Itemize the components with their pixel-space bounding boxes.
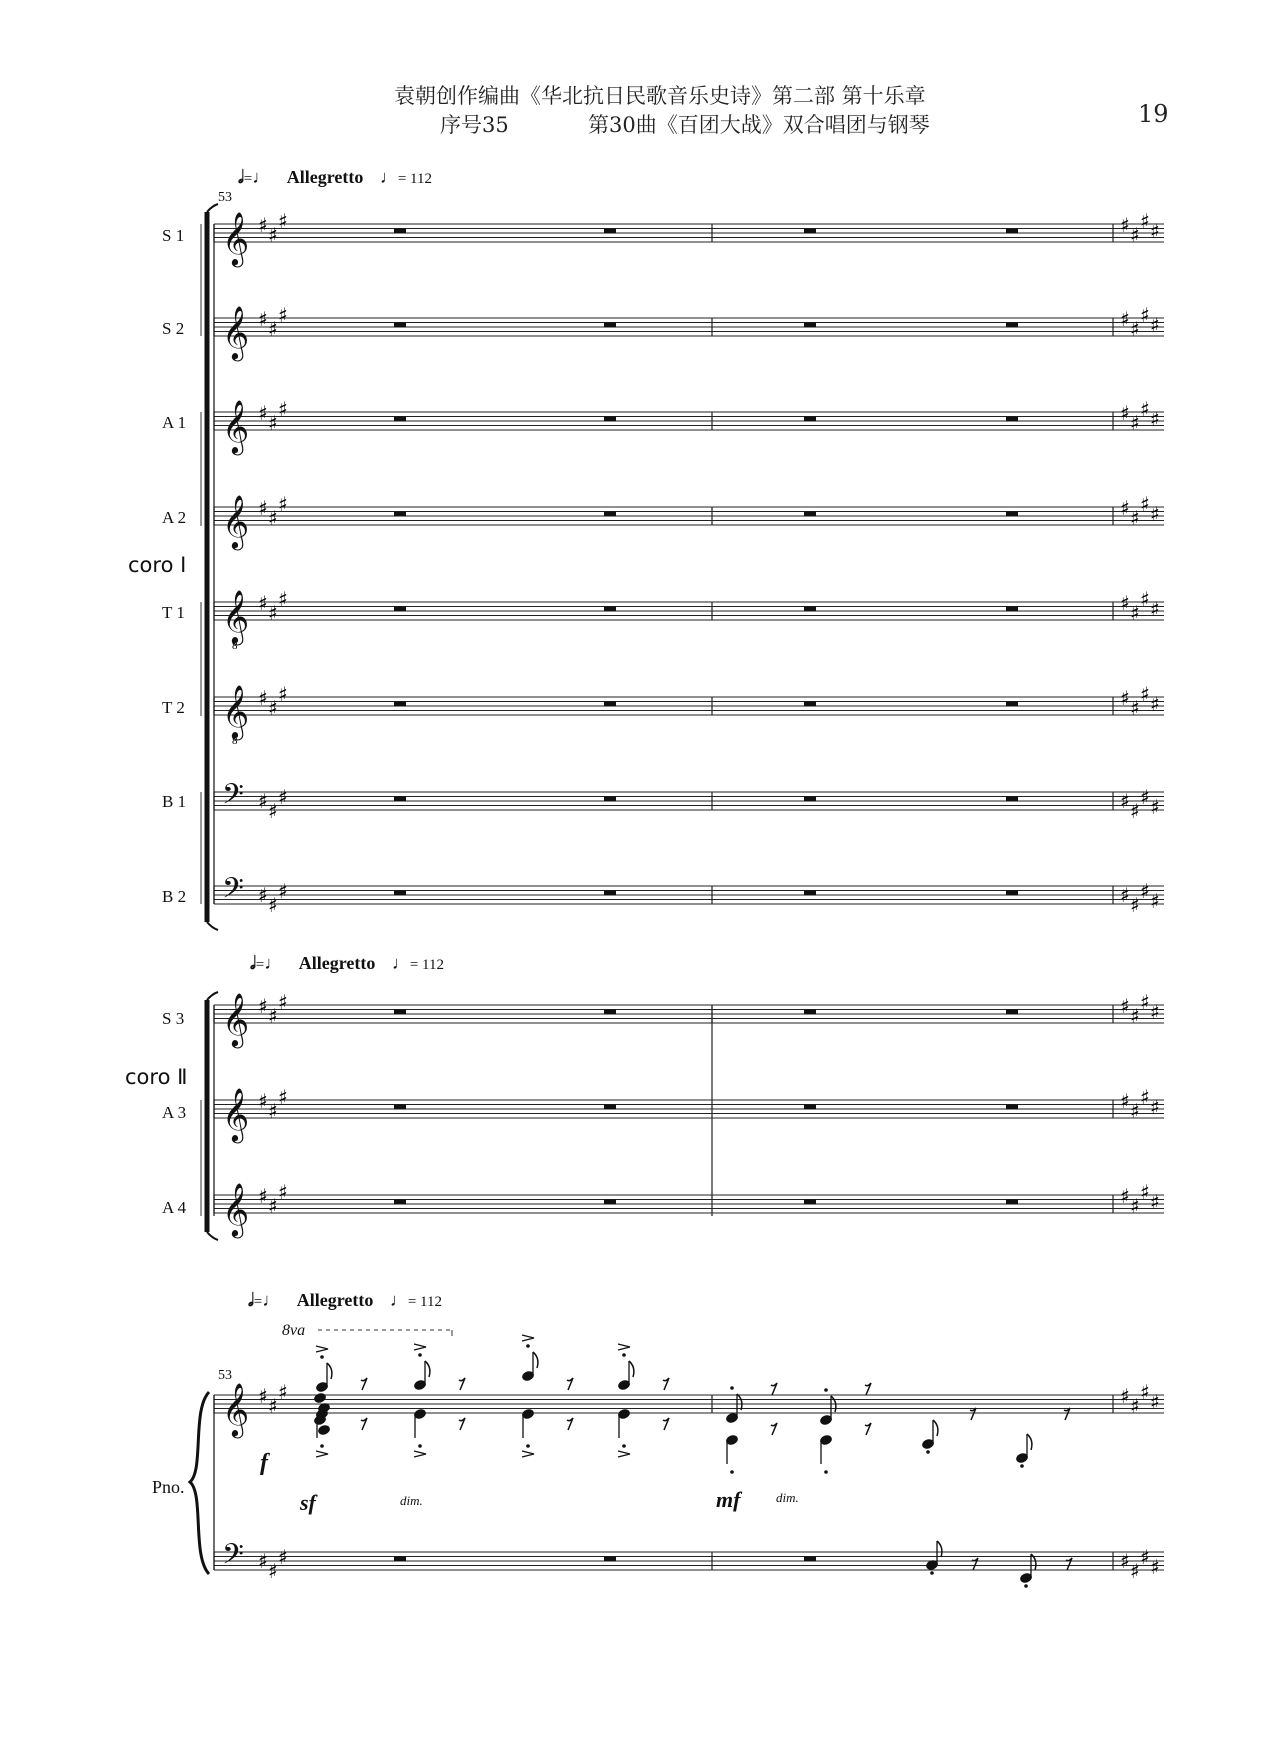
header-line1: 袁朝创作编曲《华北抗日民歌音乐史诗》第二部 第十乐章	[394, 84, 926, 108]
staccato-dot	[526, 1344, 530, 1348]
eighth-rest-icon	[459, 1418, 465, 1430]
sharp-icon: ♯	[1130, 1394, 1140, 1418]
staccato-dot	[824, 1470, 828, 1474]
staccato-dot	[320, 1355, 324, 1359]
metric-modulation-icon: 𝅗𝅥=♩	[250, 953, 283, 973]
staccato-dot	[926, 1450, 930, 1454]
sharp-icon: ♯	[258, 789, 268, 813]
sharp-icon: ♯	[268, 1559, 278, 1583]
eighth-rest-icon	[361, 1418, 367, 1430]
whole-rest-icon	[604, 891, 616, 896]
treble-clef-icon: 𝄞	[222, 1087, 250, 1141]
sharp-icon: ♯	[1140, 1085, 1150, 1109]
sharp-icon: ♯	[1120, 1549, 1130, 1573]
staccato-dot	[622, 1353, 626, 1357]
staccato-dot	[526, 1444, 530, 1448]
sharp-icon: ♯	[268, 601, 278, 625]
sharp-icon: ♯	[278, 303, 288, 327]
staccato-dot	[622, 1444, 626, 1448]
whole-rest-icon	[604, 797, 616, 802]
header-title: 第30曲《百团大战》双合唱团与钢琴	[588, 113, 930, 137]
accent-mark	[414, 1344, 426, 1350]
eighth-rest-icon	[663, 1418, 669, 1430]
sharp-icon: ♯	[1130, 601, 1140, 625]
eighth-rest-icon	[771, 1423, 777, 1435]
sharp-icon: ♯	[1150, 889, 1160, 913]
sharp-icon: ♯	[1150, 1095, 1160, 1119]
accent-mark	[316, 1346, 328, 1352]
whole-rest-icon	[804, 323, 816, 328]
sharp-icon: ♯	[1140, 587, 1150, 611]
whole-rest-icon	[1006, 607, 1018, 612]
whole-rest-icon	[804, 1557, 816, 1562]
dynamic-forte: f	[260, 1450, 268, 1476]
whole-rest-icon	[804, 1010, 816, 1015]
whole-rest-icon	[394, 229, 406, 234]
whole-rest-icon	[394, 417, 406, 422]
group-label-coro1: coro Ⅰ	[128, 553, 187, 577]
whole-rest-icon	[1006, 797, 1018, 802]
whole-rest-icon	[1006, 512, 1018, 517]
sharp-icon: ♯	[1120, 591, 1130, 615]
sharp-icon: ♯	[1130, 1004, 1140, 1028]
eighth-rest-icon	[771, 1383, 777, 1395]
group-label-coro2: coro Ⅱ	[125, 1065, 188, 1089]
sharp-icon: ♯	[1130, 893, 1140, 917]
treble-clef-icon: 𝄞	[222, 494, 250, 548]
accent-mark	[414, 1451, 426, 1457]
sharp-icon: ♯	[278, 990, 288, 1014]
sharp-icon: ♯	[1130, 223, 1140, 247]
tempo-bpm: = 112	[409, 957, 444, 973]
whole-rest-icon	[394, 702, 406, 707]
whole-rest-icon	[804, 1105, 816, 1110]
treble-clef-icon: 𝄞	[222, 399, 250, 453]
sharp-icon: ♯	[278, 879, 288, 903]
sharp-icon: ♯	[258, 213, 268, 237]
staccato-dot	[730, 1470, 734, 1474]
whole-rest-icon	[604, 607, 616, 612]
sharp-icon: ♯	[1150, 502, 1160, 526]
notehead	[317, 1424, 331, 1437]
bracket-hook	[207, 922, 218, 930]
sharp-icon: ♯	[1140, 492, 1150, 516]
whole-rest-icon	[1006, 229, 1018, 234]
dynamic-dim-1: dim.	[400, 1493, 423, 1508]
stave-label-a2: A 2	[162, 508, 187, 527]
eighth-rest-icon	[1066, 1558, 1072, 1570]
sharp-icon: ♯	[278, 209, 288, 233]
staccato-dot	[1024, 1584, 1028, 1588]
sharp-icon: ♯	[1140, 682, 1150, 706]
tenor-8-icon: 8	[232, 735, 238, 747]
staccato-dot	[320, 1444, 324, 1448]
whole-rest-icon	[604, 417, 616, 422]
sharp-icon: ♯	[1130, 696, 1140, 720]
sharp-icon: ♯	[1140, 1545, 1150, 1569]
group-label-piano: Pno.	[152, 1477, 185, 1497]
whole-rest-icon	[1006, 1010, 1018, 1015]
sharp-icon: ♯	[278, 785, 288, 809]
sharp-icon: ♯	[1140, 397, 1150, 421]
eighth-rest-icon	[1064, 1408, 1070, 1420]
sharp-icon: ♯	[1120, 686, 1130, 710]
whole-rest-icon	[1006, 1105, 1018, 1110]
note-flag	[1027, 1434, 1032, 1450]
bracket-hook	[207, 1232, 218, 1240]
dynamic-sforzando: sf	[300, 1490, 316, 1515]
accent-mark	[618, 1344, 630, 1350]
page-number: 19	[1138, 100, 1169, 128]
accent-mark	[522, 1335, 534, 1341]
treble-clef-icon: 𝄞	[222, 211, 250, 265]
whole-rest-icon	[604, 702, 616, 707]
sharp-icon: ♯	[1150, 597, 1160, 621]
sharp-icon: ♯	[1130, 411, 1140, 435]
sharp-icon: ♯	[258, 1089, 268, 1113]
whole-rest-icon	[394, 607, 406, 612]
sharp-icon: ♯	[1150, 313, 1160, 337]
sharp-icon: ♯	[258, 591, 268, 615]
quarter-note-icon: ♩	[379, 167, 398, 187]
sharp-icon: ♯	[1130, 1194, 1140, 1218]
sharp-icon: ♯	[278, 587, 288, 611]
bass-clef-icon: 𝄢	[222, 872, 244, 912]
stave-label-s1: S 1	[162, 226, 185, 245]
whole-rest-icon	[394, 1010, 406, 1015]
sharp-icon: ♯	[1120, 307, 1130, 331]
note-flag	[937, 1541, 942, 1557]
sharp-icon: ♯	[278, 1180, 288, 1204]
tempo-marking: Allegretto	[296, 1290, 374, 1310]
stave-label-t2: T 2	[162, 698, 185, 717]
sharp-icon: ♯	[1120, 789, 1130, 813]
tempo-bpm: = 112	[397, 171, 432, 187]
dynamic-dim-2: dim.	[776, 1490, 799, 1505]
treble-clef-icon: 𝄞	[222, 305, 250, 359]
eighth-rest-icon	[567, 1418, 573, 1430]
sharp-icon: ♯	[1130, 317, 1140, 341]
treble-clef-icon: 𝄞	[222, 992, 250, 1046]
whole-rest-icon	[604, 1010, 616, 1015]
sharp-icon: ♯	[258, 1184, 268, 1208]
sharp-icon: ♯	[1130, 506, 1140, 530]
sharp-icon: ♯	[1150, 407, 1160, 431]
stave-label-b1: B 1	[162, 792, 187, 811]
eighth-rest-icon	[865, 1423, 871, 1435]
treble-clef-icon: 𝄞	[222, 1382, 250, 1436]
sharp-icon: ♯	[258, 401, 268, 425]
sharp-icon: ♯	[1140, 879, 1150, 903]
ottava-marking: 8va	[282, 1322, 306, 1339]
treble-clef-icon: 𝄞	[222, 589, 250, 643]
tempo-bpm: = 112	[407, 1294, 442, 1310]
bracket-hook	[207, 204, 218, 212]
whole-rest-icon	[1006, 702, 1018, 707]
note-flag	[629, 1361, 634, 1377]
whole-rest-icon	[604, 512, 616, 517]
metric-modulation-icon: 𝅗𝅥=♩	[248, 1290, 281, 1310]
sharp-icon: ♯	[1140, 303, 1150, 327]
sharp-icon: ♯	[1140, 785, 1150, 809]
staccato-dot	[930, 1571, 934, 1575]
sharp-icon: ♯	[1120, 1089, 1130, 1113]
treble-clef-icon: 𝄞	[222, 684, 250, 738]
accent-mark	[316, 1451, 328, 1457]
whole-rest-icon	[1006, 1200, 1018, 1205]
whole-rest-icon	[604, 1557, 616, 1562]
sharp-icon: ♯	[1120, 401, 1130, 425]
whole-rest-icon	[804, 891, 816, 896]
whole-rest-icon	[804, 417, 816, 422]
tenor-8-icon: 8	[232, 640, 238, 652]
eighth-rest-icon	[361, 1378, 367, 1390]
sharp-icon: ♯	[268, 317, 278, 341]
stave-label-s2: S 2	[162, 319, 185, 338]
sharp-icon: ♯	[1140, 209, 1150, 233]
sharp-icon: ♯	[268, 696, 278, 720]
stave-label-s3: S 3	[162, 1009, 185, 1028]
accent-mark	[618, 1451, 630, 1457]
staccato-dot	[1020, 1464, 1024, 1468]
tempo-marking: Allegretto	[298, 953, 376, 973]
stave-label-t1: T 1	[162, 603, 185, 622]
tempo-marking: Allegretto	[286, 167, 364, 187]
sharp-icon: ♯	[1150, 1000, 1160, 1024]
whole-rest-icon	[604, 323, 616, 328]
sharp-icon: ♯	[1150, 1555, 1160, 1579]
bracket-hook	[207, 992, 218, 1000]
whole-rest-icon	[394, 797, 406, 802]
dynamic-mezzo-forte: mf	[716, 1487, 741, 1512]
notehead	[313, 1392, 327, 1405]
sharp-icon: ♯	[1140, 990, 1150, 1014]
quarter-note-icon: ♩	[389, 1290, 408, 1310]
note-flag	[533, 1352, 538, 1368]
whole-rest-icon	[394, 1557, 406, 1562]
whole-rest-icon	[394, 891, 406, 896]
measure-number-piano: 53	[218, 1368, 232, 1383]
staccato-dot	[730, 1386, 734, 1390]
sharp-icon: ♯	[268, 506, 278, 530]
metric-modulation-icon: 𝅗𝅥=♩	[238, 167, 271, 187]
staccato-dot	[418, 1353, 422, 1357]
treble-clef-icon: 𝄞	[222, 1182, 250, 1236]
piano-brace	[190, 1392, 209, 1574]
sharp-icon: ♯	[278, 492, 288, 516]
sharp-icon: ♯	[1120, 213, 1130, 237]
eighth-rest-icon	[459, 1378, 465, 1390]
sharp-icon: ♯	[268, 1194, 278, 1218]
whole-rest-icon	[394, 1105, 406, 1110]
accent-mark	[522, 1451, 534, 1457]
sharp-icon: ♯	[1120, 1384, 1130, 1408]
sharp-icon: ♯	[268, 1004, 278, 1028]
whole-rest-icon	[604, 1105, 616, 1110]
sharp-icon: ♯	[1130, 1559, 1140, 1583]
note-flag	[737, 1394, 742, 1410]
sharp-icon: ♯	[258, 496, 268, 520]
whole-rest-icon	[394, 323, 406, 328]
sharp-icon: ♯	[1150, 795, 1160, 819]
stave-label-a3: A 3	[162, 1103, 187, 1122]
sharp-icon: ♯	[258, 307, 268, 331]
eighth-rest-icon	[865, 1383, 871, 1395]
whole-rest-icon	[604, 229, 616, 234]
quarter-note-icon: ♩	[391, 953, 410, 973]
sharp-icon: ♯	[1130, 1099, 1140, 1123]
sharp-icon: ♯	[278, 1085, 288, 1109]
sharp-icon: ♯	[1120, 883, 1130, 907]
sharp-icon: ♯	[278, 1545, 288, 1569]
note-flag	[327, 1363, 332, 1379]
sharp-icon: ♯	[258, 1384, 268, 1408]
sharp-icon: ♯	[1120, 496, 1130, 520]
stave-label-a1: A 1	[162, 413, 187, 432]
sharp-icon: ♯	[268, 1099, 278, 1123]
sharp-icon: ♯	[258, 883, 268, 907]
sharp-icon: ♯	[278, 682, 288, 706]
staccato-dot	[418, 1444, 422, 1448]
sharp-icon: ♯	[258, 994, 268, 1018]
sharp-icon: ♯	[1150, 1390, 1160, 1414]
sharp-icon: ♯	[268, 799, 278, 823]
note-flag	[933, 1420, 938, 1436]
whole-rest-icon	[1006, 891, 1018, 896]
whole-rest-icon	[394, 1200, 406, 1205]
whole-rest-icon	[804, 512, 816, 517]
sharp-icon: ♯	[1150, 692, 1160, 716]
whole-rest-icon	[804, 607, 816, 612]
stave-label-b2: B 2	[162, 887, 187, 906]
header-serial: 序号35	[440, 113, 509, 137]
measure-number-top: 53	[218, 190, 232, 205]
sharp-icon: ♯	[1150, 219, 1160, 243]
eighth-rest-icon	[567, 1378, 573, 1390]
bass-clef-icon: 𝄢	[222, 1538, 244, 1578]
eighth-rest-icon	[663, 1378, 669, 1390]
sharp-icon: ♯	[1120, 994, 1130, 1018]
eighth-rest-icon	[970, 1408, 976, 1420]
whole-rest-icon	[394, 512, 406, 517]
eighth-rest-icon	[972, 1558, 978, 1570]
whole-rest-icon	[804, 797, 816, 802]
sharp-icon: ♯	[258, 686, 268, 710]
sharp-icon: ♯	[278, 1380, 288, 1404]
sharp-icon: ♯	[268, 893, 278, 917]
whole-rest-icon	[1006, 417, 1018, 422]
sharp-icon: ♯	[268, 223, 278, 247]
sharp-icon: ♯	[1140, 1380, 1150, 1404]
sharp-icon: ♯	[278, 397, 288, 421]
whole-rest-icon	[1006, 323, 1018, 328]
whole-rest-icon	[804, 1200, 816, 1205]
note-flag	[425, 1361, 430, 1377]
sharp-icon: ♯	[268, 1394, 278, 1418]
sharp-icon: ♯	[1150, 1190, 1160, 1214]
whole-rest-icon	[804, 229, 816, 234]
whole-rest-icon	[604, 1200, 616, 1205]
sharp-icon: ♯	[1140, 1180, 1150, 1204]
bass-clef-icon: 𝄢	[222, 778, 244, 818]
whole-rest-icon	[804, 702, 816, 707]
sharp-icon: ♯	[1130, 799, 1140, 823]
sharp-icon: ♯	[258, 1549, 268, 1573]
sharp-icon: ♯	[268, 411, 278, 435]
sharp-icon: ♯	[1120, 1184, 1130, 1208]
staccato-dot	[824, 1388, 828, 1392]
stave-label-a4: A 4	[162, 1198, 187, 1217]
